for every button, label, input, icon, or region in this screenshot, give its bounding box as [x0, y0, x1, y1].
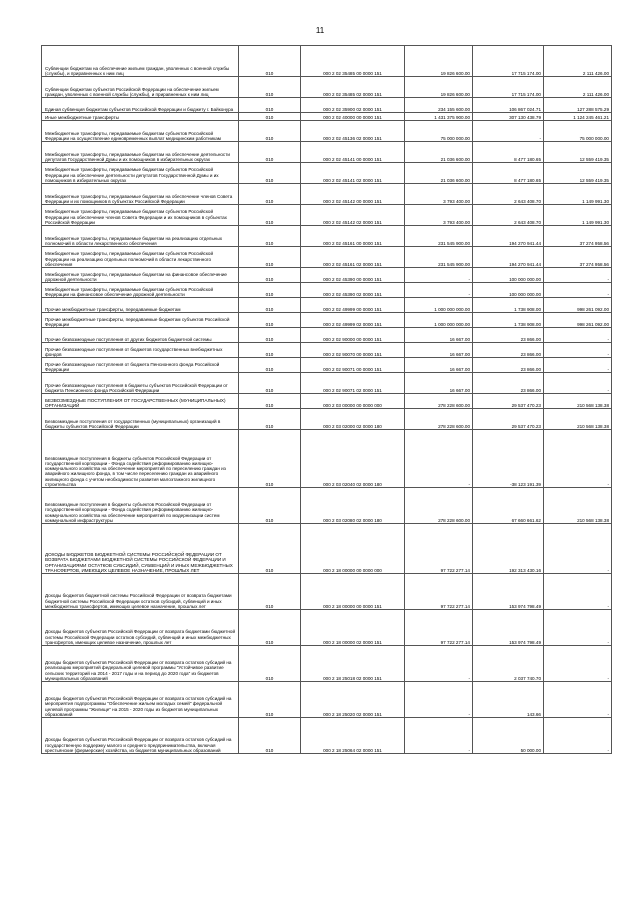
row-kbk-cell: 000 2 03 02000 02 0000 180	[301, 409, 405, 430]
row-executed-cell: 192 313 430.16	[473, 524, 544, 574]
row-executed-cell: 8 477 180.65	[473, 142, 544, 163]
row-name-cell: Безвозмездные поступления в бюджеты субъектов Российской Федерации от государственной корпорации - Фонда содействия реформированию жилищно-коммунального хозяйства на обеспечение мероприятий по переселению граждан из аварийного жилищного фонда, в том числе переселению граждан из аварийного жилищного фонда с учетом необходимости развития малоэтажного жилищного строительства	[42, 430, 239, 488]
row-approved-cell: 278 228 600.00	[405, 409, 473, 430]
row-name-cell: Межбюджетные трансферты, передаваемые бюджетам на обеспечение членов Совета Федерации и их помощников в субъектах Российской Федерации	[42, 184, 239, 205]
row-approved-cell: -	[405, 646, 473, 682]
row-code-cell: 010	[239, 163, 301, 184]
row-approved-cell: -	[405, 283, 473, 298]
row-code-cell: 010	[239, 682, 301, 718]
row-executed-cell: 1 738 908.00	[473, 298, 544, 313]
row-remaining-cell: 2 111 426.00	[544, 77, 612, 98]
row-code-cell: 010	[239, 298, 301, 313]
row-name-cell: Безвозмездные поступления от государственных (муниципальных) организаций в бюджеты субъектов Российской Федерации	[42, 409, 239, 430]
row-name-cell: Прочие межбюджетные трансферты, передаваемые бюджетам субъектов Российской Федерации	[42, 313, 239, 328]
row-code-cell: 010	[239, 184, 301, 205]
row-kbk-cell: 000 2 18 00000 00 0000 000	[301, 524, 405, 574]
row-remaining-cell: 75 000 000.00	[544, 121, 612, 142]
row-remaining-cell: 210 568 138.38	[544, 488, 612, 524]
row-code-cell: 010	[239, 77, 301, 98]
row-approved-cell: 234 155 600.00	[405, 98, 473, 113]
row-remaining-cell: -	[544, 610, 612, 646]
row-kbk-cell: 000 2 02 45136 02 0000 151	[301, 121, 405, 142]
row-approved-cell: 1 000 000 000.00	[405, 313, 473, 328]
table-row	[42, 488, 612, 524]
row-executed-cell: 194 270 941.44	[473, 226, 544, 247]
table-row	[42, 121, 612, 142]
table-row	[42, 247, 612, 268]
table-row	[42, 205, 612, 226]
row-code-cell: 010	[239, 247, 301, 268]
table-row	[42, 283, 612, 298]
row-name-cell: ДОХОДЫ БЮДЖЕТОВ БЮДЖЕТНОЙ СИСТЕМЫ РОССИЙСКОЙ ФЕДЕРАЦИИ ОТ ВОЗВРАТА БЮДЖЕТАМИ БЮДЖЕТНОЙ СИСТЕМЫ РОССИЙСКОЙ ФЕДЕРАЦИИ И ОРГАНИЗАЦИЯМИ ОСТАТКОВ СУБСИДИЙ, СУБВЕНЦИЙ И ИНЫХ МЕЖБЮДЖЕТНЫХ ТРАНСФЕРТОВ, ИМЕЮЩИХ ЦЕЛЕВОЕ НАЗНАЧЕНИЕ, ПРОШЛЫХ ЛЕТ	[42, 524, 239, 574]
row-name-cell: Безвозмездные поступления в бюджеты субъектов Российской Федерации от государственной корпорации - Фонда содействия реформированию жилищно-коммунального хозяйства на обеспечение мероприятий по модернизации систем коммунальной инфраструктуры	[42, 488, 239, 524]
row-approved-cell: 231 545 900.00	[405, 247, 473, 268]
row-kbk-cell: 000 2 18 25020 02 0000 151	[301, 682, 405, 718]
row-kbk-cell: 000 2 02 45142 00 0000 151	[301, 184, 405, 205]
row-name-cell: Межбюджетные трансферты, передаваемые бюджетам субъектов Российской Федерации на осуществление единовременных выплат медицинским работникам	[42, 121, 239, 142]
row-code-cell: 010	[239, 328, 301, 343]
table-row	[42, 373, 612, 394]
row-approved-cell: 21 036 600.00	[405, 163, 473, 184]
row-executed-cell: 307 130 438.79	[473, 113, 544, 121]
row-kbk-cell: 000 2 18 00000 00 0000 151	[301, 574, 405, 610]
row-code-cell: 010	[239, 409, 301, 430]
row-name-cell: БЕЗВОЗМЕЗДНЫЕ ПОСТУПЛЕНИЯ ОТ ГОСУДАРСТВЕННЫХ (МУНИЦИПАЛЬНЫХ) ОРГАНИЗАЦИЙ	[42, 394, 239, 409]
row-executed-cell: -38 123 191.39	[473, 430, 544, 488]
row-code-cell: 010	[239, 121, 301, 142]
row-kbk-cell: 000 2 02 90070 00 0000 151	[301, 343, 405, 358]
row-kbk-cell: 000 2 02 45142 02 0000 151	[301, 205, 405, 226]
row-executed-cell: 153 974 798.49	[473, 610, 544, 646]
row-code-cell: 010	[239, 113, 301, 121]
row-approved-cell: -	[405, 718, 473, 754]
row-code-cell: 010	[239, 46, 301, 77]
table-row	[42, 298, 612, 313]
row-executed-cell: 23 866.00	[473, 373, 544, 394]
row-approved-cell: -	[405, 430, 473, 488]
row-name-cell: Единая субвенция бюджетам субъектов Российской Федерации и бюджету г. Байконура	[42, 98, 239, 113]
row-executed-cell: 1 738 908.00	[473, 313, 544, 328]
row-remaining-cell: -	[544, 343, 612, 358]
row-name-cell: Доходы бюджетов субъектов Российской Федерации от возврата бюджетами бюджетной системы Российской Федерации остатков субсидий, субвенций и иных межбюджетных трансфертов, имеющих целевое назначение, прошлых лет	[42, 610, 239, 646]
row-code-cell: 010	[239, 226, 301, 247]
row-kbk-cell: 000 2 18 00000 02 0000 151	[301, 610, 405, 646]
table-row	[42, 313, 612, 328]
row-name-cell: Иные межбюджетные трансферты	[42, 113, 239, 121]
row-name-cell: Доходы бюджетов субъектов Российской Федерации от возврата остатков субсидий на государственную поддержку малого и среднего предпринимательства, включая крестьянские (фермерские) хозяйства, из бюджетов муниципальных образований	[42, 718, 239, 754]
row-name-cell: Межбюджетные трансферты, передаваемые бюджетам на обеспечение деятельности депутатов Государственной Думы и их помощников в избирательных округах	[42, 142, 239, 163]
row-executed-cell: 29 537 470.23	[473, 409, 544, 430]
row-executed-cell: 2 643 408.70	[473, 205, 544, 226]
table-row	[42, 226, 612, 247]
row-remaining-cell: 1 149 991.30	[544, 205, 612, 226]
row-code-cell: 010	[239, 430, 301, 488]
row-name-cell: Межбюджетные трансферты, передаваемые бюджетам субъектов Российской Федерации на финансовое обеспечение дорожной деятельности	[42, 283, 239, 298]
table-row	[42, 343, 612, 358]
row-name-cell: Межбюджетные трансферты, передаваемые бюджетам на реализацию отдельных полномочий в области лекарственного обеспечения	[42, 226, 239, 247]
row-name-cell: Доходы бюджетов субъектов Российской Федерации от возврата остатков субсидий на реализацию мероприятий федеральной целевой программы "Устойчивое развитие сельских территорий на 2014 - 2017 годы и на период до 2020 года" из бюджетов муниципальных образований	[42, 646, 239, 682]
row-executed-cell: 17 715 174.00	[473, 77, 544, 98]
row-executed-cell: 194 270 941.44	[473, 247, 544, 268]
table-row	[42, 184, 612, 205]
row-approved-cell: 16 667.00	[405, 343, 473, 358]
row-name-cell: Прочие безвозмездные поступления от других бюджетов бюджетной системы	[42, 328, 239, 343]
table-row	[42, 328, 612, 343]
row-approved-cell: 21 036 600.00	[405, 142, 473, 163]
row-remaining-cell: -	[544, 358, 612, 373]
row-kbk-cell: 000 2 03 02040 02 0000 180	[301, 430, 405, 488]
row-executed-cell: 23 866.00	[473, 343, 544, 358]
table-row	[42, 358, 612, 373]
row-kbk-cell: 000 2 02 40000 00 0000 151	[301, 113, 405, 121]
row-remaining-cell: -	[544, 268, 612, 283]
row-kbk-cell: 000 2 02 45161 00 0000 151	[301, 226, 405, 247]
row-executed-cell: -	[473, 121, 544, 142]
row-code-cell: 010	[239, 524, 301, 574]
row-kbk-cell: 000 2 03 00000 00 0000 000	[301, 394, 405, 409]
row-remaining-cell: -	[544, 373, 612, 394]
row-remaining-cell: 37 274 958.56	[544, 247, 612, 268]
row-remaining-cell: -	[544, 718, 612, 754]
row-remaining-cell: 1 124 245 461.21	[544, 113, 612, 121]
row-remaining-cell: -	[544, 574, 612, 610]
row-approved-cell: 1 000 000 000.00	[405, 298, 473, 313]
row-kbk-cell: 000 2 02 35900 02 0000 151	[301, 98, 405, 113]
row-remaining-cell: 12 559 419.35	[544, 163, 612, 184]
table-row	[42, 682, 612, 718]
row-kbk-cell: 000 2 02 90071 00 0000 151	[301, 358, 405, 373]
row-executed-cell: 23 866.00	[473, 328, 544, 343]
row-code-cell: 010	[239, 610, 301, 646]
row-kbk-cell: 000 2 02 35485 00 0000 151	[301, 46, 405, 77]
row-approved-cell: 97 722 277.14	[405, 574, 473, 610]
row-name-cell: Прочие межбюджетные трансферты, передаваемые бюджетам	[42, 298, 239, 313]
row-remaining-cell: -	[544, 283, 612, 298]
row-executed-cell: 8 477 180.65	[473, 163, 544, 184]
table-row	[42, 409, 612, 430]
row-remaining-cell: -	[544, 328, 612, 343]
row-kbk-cell: 000 2 02 45141 00 0000 151	[301, 142, 405, 163]
row-name-cell: Межбюджетные трансферты, передаваемые бюджетам на финансовое обеспечение дорожной деятельности	[42, 268, 239, 283]
row-executed-cell: 2 643 408.70	[473, 184, 544, 205]
row-remaining-cell: -	[544, 430, 612, 488]
table-row	[42, 77, 612, 98]
row-kbk-cell: 000 2 18 25018 02 0000 151	[301, 646, 405, 682]
row-name-cell: Межбюджетные трансферты, передаваемые бюджетам субъектов Российской Федерации на обеспечение деятельности депутатов Государственной Думы и их помощников в избирательных округах	[42, 163, 239, 184]
row-kbk-cell: 000 2 02 90000 00 0000 151	[301, 328, 405, 343]
row-name-cell: Прочие безвозмездные поступления от бюджета Пенсионного фонда Российской Федерации	[42, 358, 239, 373]
row-remaining-cell: 1 149 991.30	[544, 184, 612, 205]
budget-income-table	[41, 45, 612, 754]
row-code-cell: 010	[239, 718, 301, 754]
row-code-cell: 010	[239, 268, 301, 283]
row-name-cell: Субвенции бюджетам на обеспечение жильем граждан, уволенных с военной службы (службы), и приравненных к ним лиц	[42, 46, 239, 77]
row-remaining-cell: 210 568 138.38	[544, 409, 612, 430]
row-approved-cell: 16 667.00	[405, 373, 473, 394]
row-approved-cell: 278 228 600.00	[405, 394, 473, 409]
row-approved-cell: 97 722 277.14	[405, 610, 473, 646]
row-name-cell: Прочие безвозмездные поступления от бюджетов государственных внебюджетных фондов	[42, 343, 239, 358]
table-row	[42, 46, 612, 77]
row-code-cell: 010	[239, 488, 301, 524]
row-kbk-cell: 000 2 03 02080 02 0000 180	[301, 488, 405, 524]
row-kbk-cell: 000 2 02 35485 02 0000 151	[301, 77, 405, 98]
row-executed-cell: 153 974 798.49	[473, 574, 544, 610]
row-name-cell: Межбюджетные трансферты, передаваемые бюджетам субъектов Российской Федерации на обеспечение членов Совета Федерации и их помощников в субъектах Российской Федерации	[42, 205, 239, 226]
table-row	[42, 268, 612, 283]
row-executed-cell: 100 000 000.00	[473, 283, 544, 298]
row-approved-cell: 278 228 600.00	[405, 488, 473, 524]
row-remaining-cell: 127 288 575.29	[544, 98, 612, 113]
row-remaining-cell: 998 261 092.00	[544, 313, 612, 328]
row-executed-cell: 100 000 000.00	[473, 268, 544, 283]
row-code-cell: 010	[239, 358, 301, 373]
row-approved-cell: 97 722 277.14	[405, 524, 473, 574]
row-code-cell: 010	[239, 343, 301, 358]
row-approved-cell: -	[405, 682, 473, 718]
row-remaining-cell: 210 568 138.38	[544, 394, 612, 409]
row-approved-cell: 19 826 600.00	[405, 46, 473, 77]
row-approved-cell: -	[405, 268, 473, 283]
row-kbk-cell: 000 2 02 45390 00 0000 151	[301, 268, 405, 283]
row-approved-cell: 231 545 900.00	[405, 226, 473, 247]
table-row	[42, 646, 612, 682]
row-kbk-cell: 000 2 02 45141 02 0000 151	[301, 163, 405, 184]
row-name-cell: Межбюджетные трансферты, передаваемые бюджетам субъектов Российской Федерации на реализацию отдельных полномочий в области лекарственного обеспечения	[42, 247, 239, 268]
table-row	[42, 574, 612, 610]
row-kbk-cell: 000 2 02 45161 02 0000 151	[301, 247, 405, 268]
row-code-cell: 010	[239, 313, 301, 328]
row-name-cell: Доходы бюджетов бюджетной системы Российской Федерации от возврата бюджетами бюджетной системы Российской Федерации остатков субсидий, субвенций и иных межбюджетных трансфертов, имеющих целевое назначение, прошлых лет	[42, 574, 239, 610]
row-remaining-cell: 12 559 419.35	[544, 142, 612, 163]
table-row	[42, 163, 612, 184]
row-remaining-cell: -	[544, 646, 612, 682]
table-row	[42, 394, 612, 409]
table-row	[42, 524, 612, 574]
row-remaining-cell: -	[544, 682, 612, 718]
table-row	[42, 142, 612, 163]
row-executed-cell: 50 000.00	[473, 718, 544, 754]
table-body	[42, 46, 612, 754]
row-code-cell: 010	[239, 283, 301, 298]
row-code-cell: 010	[239, 394, 301, 409]
row-name-cell: Субвенции бюджетам субъектов Российской Федерации на обеспечение жильем граждан, уволенных с военной службы (службы), и приравненных к ним лиц	[42, 77, 239, 98]
row-approved-cell: 1 431 375 900.00	[405, 113, 473, 121]
row-approved-cell: 16 667.00	[405, 328, 473, 343]
row-approved-cell: 3 793 400.00	[405, 205, 473, 226]
row-remaining-cell: -	[544, 524, 612, 574]
row-code-cell: 010	[239, 373, 301, 394]
row-executed-cell: 2 037 740.70	[473, 646, 544, 682]
row-executed-cell: 106 867 024.71	[473, 98, 544, 113]
row-approved-cell: 75 000 000.00	[405, 121, 473, 142]
row-remaining-cell: 37 274 958.56	[544, 226, 612, 247]
row-code-cell: 010	[239, 646, 301, 682]
row-name-cell: Прочие безвозмездные поступления в бюджеты субъектов Российской Федерации от бюджета Пенсионного фонда Российской Федерации	[42, 373, 239, 394]
row-executed-cell: 23 866.00	[473, 358, 544, 373]
table-row	[42, 430, 612, 488]
row-remaining-cell: 2 111 426.00	[544, 46, 612, 77]
table-row	[42, 113, 612, 121]
page-number: 11	[315, 26, 325, 35]
row-executed-cell: 67 660 661.62	[473, 488, 544, 524]
table-row	[42, 718, 612, 754]
table-row	[42, 610, 612, 646]
row-executed-cell: 143.66	[473, 682, 544, 718]
row-code-cell: 010	[239, 142, 301, 163]
row-approved-cell: 19 826 600.00	[405, 77, 473, 98]
row-code-cell: 010	[239, 205, 301, 226]
row-executed-cell: 29 537 470.23	[473, 394, 544, 409]
row-remaining-cell: 998 261 092.00	[544, 298, 612, 313]
row-kbk-cell: 000 2 02 49999 02 0000 151	[301, 313, 405, 328]
table-row	[42, 98, 612, 113]
row-approved-cell: 3 793 400.00	[405, 184, 473, 205]
row-kbk-cell: 000 2 02 45390 02 0000 151	[301, 283, 405, 298]
row-kbk-cell: 000 2 18 25064 02 0000 151	[301, 718, 405, 754]
row-kbk-cell: 000 2 02 49999 00 0000 151	[301, 298, 405, 313]
row-code-cell: 010	[239, 98, 301, 113]
row-name-cell: Доходы бюджетов субъектов Российской Федерации от возврата остатков субсидий на мероприятия подпрограммы "Обеспечение жильем молодых семей" федеральной целевой программы "Жилище" на 2015 - 2020 годы из бюджетов муниципальных образований	[42, 682, 239, 718]
row-executed-cell: 17 715 174.00	[473, 46, 544, 77]
row-approved-cell: 16 667.00	[405, 358, 473, 373]
row-kbk-cell: 000 2 02 90071 02 0000 151	[301, 373, 405, 394]
row-code-cell: 010	[239, 574, 301, 610]
